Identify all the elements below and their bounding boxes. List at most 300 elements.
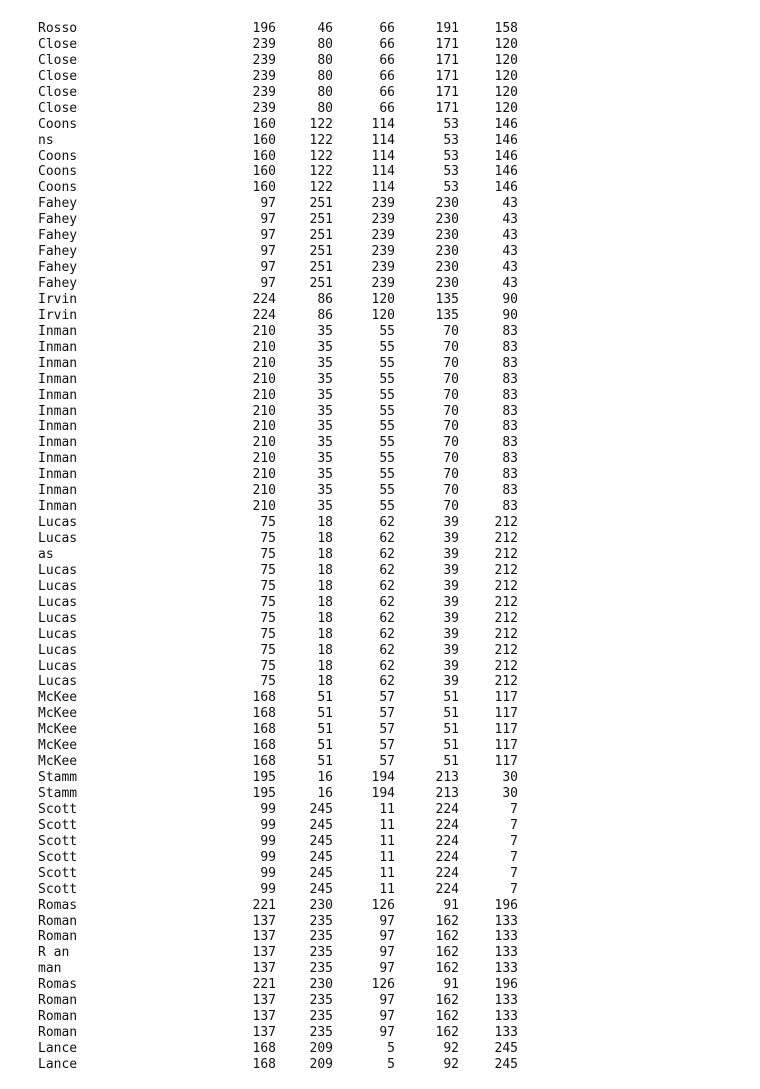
table-row	[38, 929, 518, 945]
name-cell: Inman	[38, 419, 78, 435]
name-cell: Lucas	[38, 658, 78, 674]
table-row	[38, 531, 518, 547]
value-2-cell: 251	[309, 260, 333, 276]
value-2-cell: 35	[317, 355, 333, 371]
value-5-cell: 212	[494, 531, 518, 546]
value-5-cell: 43	[502, 244, 518, 260]
value-2-cell: 51	[317, 754, 333, 770]
value-2-cell: 35	[317, 339, 333, 355]
value-1-cell: 168	[252, 1041, 276, 1056]
value-3-cell: 11	[379, 881, 395, 897]
table-row	[38, 403, 518, 420]
value-4-cell: 91	[443, 977, 459, 993]
value-4-cell: 39	[443, 594, 459, 610]
value-5-cell: 158	[494, 21, 518, 36]
value-3-cell: 57	[379, 738, 395, 754]
name-cell: McKee	[38, 690, 78, 706]
name-cell: Lucas	[38, 674, 78, 690]
table-row	[38, 21, 518, 37]
value-2-cell: 245	[309, 817, 333, 833]
value-2-cell: 245	[309, 801, 333, 817]
value-1-cell: 221	[252, 977, 276, 993]
value-3-cell: 55	[379, 339, 395, 355]
value-2-cell: 18	[317, 642, 333, 658]
value-3-cell: 55	[379, 483, 395, 499]
value-2-cell: 51	[317, 706, 333, 722]
value-2-cell: 80	[317, 68, 333, 84]
name-cell: Fahey	[38, 228, 78, 244]
value-2-cell: 18	[317, 578, 333, 594]
value-3-cell: 62	[379, 562, 395, 578]
value-4-cell: 230	[435, 244, 459, 260]
table-row	[38, 849, 518, 866]
value-2-cell: 18	[317, 610, 333, 626]
value-1-cell: 137	[252, 913, 276, 929]
table-row	[38, 1025, 518, 1041]
value-3-cell: 55	[379, 435, 395, 451]
value-5-cell: 7	[510, 801, 518, 817]
table-row	[38, 722, 518, 738]
value-5-cell: 196	[494, 977, 518, 993]
value-4-cell: 39	[443, 562, 459, 578]
value-1-cell: 75	[260, 626, 276, 642]
value-4-cell: 39	[443, 515, 459, 531]
value-1-cell: 224	[252, 307, 276, 323]
table-row	[38, 754, 518, 770]
value-3-cell: 126	[371, 897, 395, 913]
value-4-cell: 53	[443, 164, 459, 180]
value-3-cell: 97	[379, 945, 395, 961]
value-3-cell: 11	[379, 865, 395, 881]
value-4-cell: 70	[443, 355, 459, 371]
value-3-cell: 55	[379, 387, 395, 403]
value-1-cell: 160	[252, 132, 276, 148]
value-5-cell: 133	[494, 913, 518, 929]
name-cell: Rosso	[38, 21, 78, 36]
value-5-cell: 43	[502, 260, 518, 276]
value-2-cell: 251	[309, 228, 333, 244]
value-5-cell: 120	[494, 36, 518, 52]
value-4-cell: 53	[443, 148, 459, 164]
value-5-cell: 245	[494, 1041, 518, 1056]
value-2-cell: 35	[317, 483, 333, 499]
value-2-cell: 235	[309, 961, 333, 977]
value-3-cell: 120	[371, 291, 395, 307]
value-4-cell: 162	[435, 993, 459, 1009]
value-2-cell: 235	[309, 945, 333, 961]
value-2-cell: 245	[309, 833, 333, 849]
table-row	[38, 865, 518, 882]
name-cell: Stamm	[38, 770, 78, 786]
value-5-cell: 120	[494, 100, 518, 116]
value-1-cell: 239	[252, 36, 276, 52]
value-2-cell: 122	[309, 116, 333, 132]
value-3-cell: 114	[371, 180, 395, 196]
name-cell: Inman	[38, 403, 78, 419]
name-cell: Scott	[38, 801, 78, 817]
value-3-cell: 239	[371, 276, 395, 291]
value-2-cell: 122	[309, 180, 333, 196]
name-cell: Coons	[38, 116, 78, 132]
value-2-cell: 18	[317, 531, 333, 546]
value-2-cell: 235	[309, 1025, 333, 1041]
table-row	[38, 897, 518, 914]
value-5-cell: 83	[502, 403, 518, 419]
name-cell: Lucas	[38, 531, 78, 546]
value-1-cell: 210	[252, 499, 276, 515]
table-row	[38, 626, 518, 643]
value-1-cell: 97	[260, 260, 276, 276]
name-cell: ns	[38, 132, 54, 148]
value-3-cell: 55	[379, 371, 395, 387]
value-2-cell: 245	[309, 881, 333, 897]
table-row	[38, 228, 518, 244]
name-cell: Scott	[38, 849, 78, 865]
value-3-cell: 120	[371, 307, 395, 323]
value-4-cell: 135	[435, 307, 459, 323]
value-2-cell: 18	[317, 515, 333, 531]
name-cell: McKee	[38, 754, 78, 770]
value-3-cell: 5	[387, 1041, 395, 1056]
name-cell: Romas	[38, 897, 78, 913]
value-1-cell: 195	[252, 786, 276, 801]
value-3-cell: 66	[379, 68, 395, 84]
value-2-cell: 122	[309, 148, 333, 164]
name-cell: man	[38, 961, 62, 977]
table-row	[38, 738, 518, 754]
value-4-cell: 162	[435, 1025, 459, 1041]
value-4-cell: 191	[435, 21, 459, 36]
value-3-cell: 62	[379, 626, 395, 642]
value-1-cell: 210	[252, 483, 276, 499]
value-3-cell: 11	[379, 833, 395, 849]
table-row	[38, 674, 518, 690]
value-1-cell: 137	[252, 961, 276, 977]
value-2-cell: 251	[309, 276, 333, 291]
value-4-cell: 230	[435, 196, 459, 212]
value-4-cell: 224	[435, 865, 459, 881]
value-1-cell: 210	[252, 467, 276, 483]
value-1-cell: 75	[260, 546, 276, 562]
value-3-cell: 11	[379, 849, 395, 865]
value-1-cell: 210	[252, 435, 276, 451]
table-row	[38, 977, 518, 993]
value-5-cell: 7	[510, 817, 518, 833]
value-4-cell: 70	[443, 403, 459, 419]
value-3-cell: 62	[379, 658, 395, 674]
value-4-cell: 70	[443, 339, 459, 355]
value-2-cell: 18	[317, 562, 333, 578]
value-2-cell: 80	[317, 52, 333, 68]
value-5-cell: 43	[502, 196, 518, 212]
name-cell: Romas	[38, 977, 78, 993]
value-5-cell: 83	[502, 499, 518, 515]
value-1-cell: 75	[260, 515, 276, 531]
name-cell: Inman	[38, 435, 78, 451]
value-3-cell: 66	[379, 52, 395, 68]
value-4-cell: 39	[443, 610, 459, 626]
value-4-cell: 92	[443, 1056, 459, 1072]
table-row	[38, 291, 518, 308]
value-5-cell: 117	[494, 754, 518, 770]
value-5-cell: 212	[494, 594, 518, 610]
value-2-cell: 18	[317, 626, 333, 642]
value-1-cell: 168	[252, 754, 276, 770]
value-1-cell: 224	[252, 291, 276, 307]
value-5-cell: 83	[502, 339, 518, 355]
value-2-cell: 209	[309, 1056, 333, 1072]
value-2-cell: 35	[317, 371, 333, 387]
value-1-cell: 75	[260, 610, 276, 626]
name-cell: McKee	[38, 706, 78, 722]
value-5-cell: 146	[494, 116, 518, 132]
table-row	[38, 690, 518, 706]
value-2-cell: 230	[309, 977, 333, 993]
value-1-cell: 239	[252, 100, 276, 116]
name-cell: Lance	[38, 1056, 78, 1072]
name-cell: Lucas	[38, 594, 78, 610]
value-1-cell: 221	[252, 897, 276, 913]
table-row	[38, 706, 518, 722]
table-row	[38, 307, 518, 324]
value-1-cell: 75	[260, 531, 276, 546]
table-row	[38, 36, 518, 53]
value-3-cell: 62	[379, 531, 395, 546]
value-3-cell: 97	[379, 913, 395, 929]
value-4-cell: 39	[443, 658, 459, 674]
value-4-cell: 171	[435, 68, 459, 84]
name-cell: Inman	[38, 387, 78, 403]
value-3-cell: 97	[379, 1025, 395, 1041]
value-2-cell: 16	[317, 770, 333, 786]
value-4-cell: 39	[443, 642, 459, 658]
table-row	[38, 801, 518, 818]
value-4-cell: 162	[435, 945, 459, 961]
value-3-cell: 55	[379, 499, 395, 515]
value-4-cell: 70	[443, 483, 459, 499]
value-3-cell: 239	[371, 196, 395, 212]
name-cell: McKee	[38, 738, 78, 754]
table-row	[38, 100, 518, 117]
name-cell: Scott	[38, 865, 78, 881]
value-4-cell: 51	[443, 738, 459, 754]
value-2-cell: 35	[317, 451, 333, 467]
value-2-cell: 51	[317, 690, 333, 706]
table-row	[38, 546, 518, 563]
value-3-cell: 66	[379, 36, 395, 52]
name-cell: as	[38, 546, 54, 562]
value-2-cell: 230	[309, 897, 333, 913]
value-2-cell: 235	[309, 913, 333, 929]
table-row	[38, 1041, 518, 1057]
value-5-cell: 90	[502, 291, 518, 307]
table-row	[38, 658, 518, 675]
table-row	[38, 339, 518, 356]
value-4-cell: 171	[435, 84, 459, 100]
name-cell: Roman	[38, 913, 78, 929]
value-1-cell: 75	[260, 658, 276, 674]
value-3-cell: 11	[379, 801, 395, 817]
table-row	[38, 196, 518, 212]
value-3-cell: 62	[379, 578, 395, 594]
name-cell: Stamm	[38, 786, 78, 801]
table-row	[38, 562, 518, 579]
value-1-cell: 99	[260, 833, 276, 849]
value-4-cell: 39	[443, 674, 459, 690]
table-row	[38, 244, 518, 260]
table-row	[38, 132, 518, 149]
table-row	[38, 260, 518, 276]
value-2-cell: 245	[309, 849, 333, 865]
name-cell: Inman	[38, 483, 78, 499]
value-1-cell: 75	[260, 562, 276, 578]
value-1-cell: 97	[260, 228, 276, 244]
value-1-cell: 210	[252, 371, 276, 387]
value-1-cell: 99	[260, 865, 276, 881]
value-3-cell: 126	[371, 977, 395, 993]
value-5-cell: 30	[502, 786, 518, 801]
value-2-cell: 122	[309, 132, 333, 148]
name-cell: Inman	[38, 371, 78, 387]
table-row	[38, 515, 518, 531]
name-cell: Lucas	[38, 642, 78, 658]
name-cell: Fahey	[38, 260, 78, 276]
value-3-cell: 11	[379, 817, 395, 833]
value-3-cell: 194	[371, 770, 395, 786]
value-3-cell: 194	[371, 786, 395, 801]
value-2-cell: 35	[317, 323, 333, 339]
value-1-cell: 168	[252, 1056, 276, 1072]
value-4-cell: 39	[443, 626, 459, 642]
value-2-cell: 35	[317, 387, 333, 403]
table-row	[38, 84, 518, 101]
value-5-cell: 146	[494, 132, 518, 148]
value-2-cell: 209	[309, 1041, 333, 1056]
table-row	[38, 180, 518, 196]
table-row	[38, 451, 518, 467]
table-row	[38, 499, 518, 515]
value-2-cell: 86	[317, 291, 333, 307]
value-3-cell: 55	[379, 467, 395, 483]
value-4-cell: 230	[435, 212, 459, 228]
value-3-cell: 114	[371, 148, 395, 164]
value-5-cell: 83	[502, 435, 518, 451]
value-5-cell: 117	[494, 722, 518, 738]
value-4-cell: 51	[443, 722, 459, 738]
value-3-cell: 114	[371, 164, 395, 180]
value-1-cell: 99	[260, 801, 276, 817]
value-1-cell: 160	[252, 164, 276, 180]
name-cell: Fahey	[38, 276, 78, 291]
value-1-cell: 210	[252, 339, 276, 355]
name-cell: Scott	[38, 881, 78, 897]
value-3-cell: 239	[371, 228, 395, 244]
value-2-cell: 18	[317, 674, 333, 690]
value-4-cell: 162	[435, 929, 459, 945]
table-row	[38, 913, 518, 930]
value-1-cell: 75	[260, 674, 276, 690]
value-1-cell: 210	[252, 355, 276, 371]
value-5-cell: 133	[494, 993, 518, 1009]
value-5-cell: 83	[502, 371, 518, 387]
value-5-cell: 212	[494, 578, 518, 594]
table-row	[38, 212, 518, 228]
value-3-cell: 239	[371, 212, 395, 228]
value-5-cell: 212	[494, 626, 518, 642]
value-4-cell: 224	[435, 833, 459, 849]
name-cell: Close	[38, 36, 78, 52]
name-cell: Close	[38, 100, 78, 116]
value-1-cell: 239	[252, 68, 276, 84]
data-listing	[38, 21, 518, 1072]
value-4-cell: 162	[435, 1009, 459, 1025]
name-cell: Roman	[38, 929, 78, 945]
table-row	[38, 770, 518, 786]
value-5-cell: 43	[502, 276, 518, 291]
value-2-cell: 80	[317, 36, 333, 52]
value-1-cell: 99	[260, 849, 276, 865]
value-1-cell: 196	[252, 21, 276, 36]
value-5-cell: 117	[494, 738, 518, 754]
value-3-cell: 55	[379, 355, 395, 371]
value-3-cell: 114	[371, 132, 395, 148]
value-5-cell: 120	[494, 52, 518, 68]
table-row	[38, 435, 518, 451]
value-4-cell: 51	[443, 690, 459, 706]
table-row	[38, 419, 518, 435]
value-5-cell: 7	[510, 833, 518, 849]
value-2-cell: 122	[309, 164, 333, 180]
value-3-cell: 62	[379, 610, 395, 626]
value-3-cell: 97	[379, 1009, 395, 1025]
name-cell: Close	[38, 84, 78, 100]
value-4-cell: 51	[443, 706, 459, 722]
name-cell: Scott	[38, 817, 78, 833]
value-3-cell: 57	[379, 706, 395, 722]
value-5-cell: 117	[494, 706, 518, 722]
value-1-cell: 239	[252, 52, 276, 68]
value-1-cell: 210	[252, 403, 276, 419]
value-4-cell: 224	[435, 801, 459, 817]
table-row	[38, 276, 518, 292]
value-2-cell: 35	[317, 499, 333, 515]
name-cell: Roman	[38, 1025, 78, 1041]
value-4-cell: 70	[443, 435, 459, 451]
value-5-cell: 212	[494, 515, 518, 531]
name-cell: Close	[38, 52, 78, 68]
value-5-cell: 212	[494, 674, 518, 690]
value-5-cell: 212	[494, 546, 518, 562]
value-5-cell: 120	[494, 84, 518, 100]
value-1-cell: 137	[252, 929, 276, 945]
value-3-cell: 62	[379, 642, 395, 658]
value-2-cell: 245	[309, 865, 333, 881]
name-cell: Lucas	[38, 562, 78, 578]
name-cell: Inman	[38, 323, 78, 339]
value-2-cell: 251	[309, 244, 333, 260]
name-cell: Roman	[38, 1009, 78, 1025]
value-4-cell: 91	[443, 897, 459, 913]
name-cell: R an	[38, 945, 70, 961]
value-5-cell: 7	[510, 865, 518, 881]
name-cell: Inman	[38, 339, 78, 355]
value-3-cell: 57	[379, 754, 395, 770]
value-4-cell: 230	[435, 228, 459, 244]
value-1-cell: 210	[252, 387, 276, 403]
value-1-cell: 75	[260, 594, 276, 610]
table-row	[38, 1056, 518, 1072]
table-row	[38, 387, 518, 404]
